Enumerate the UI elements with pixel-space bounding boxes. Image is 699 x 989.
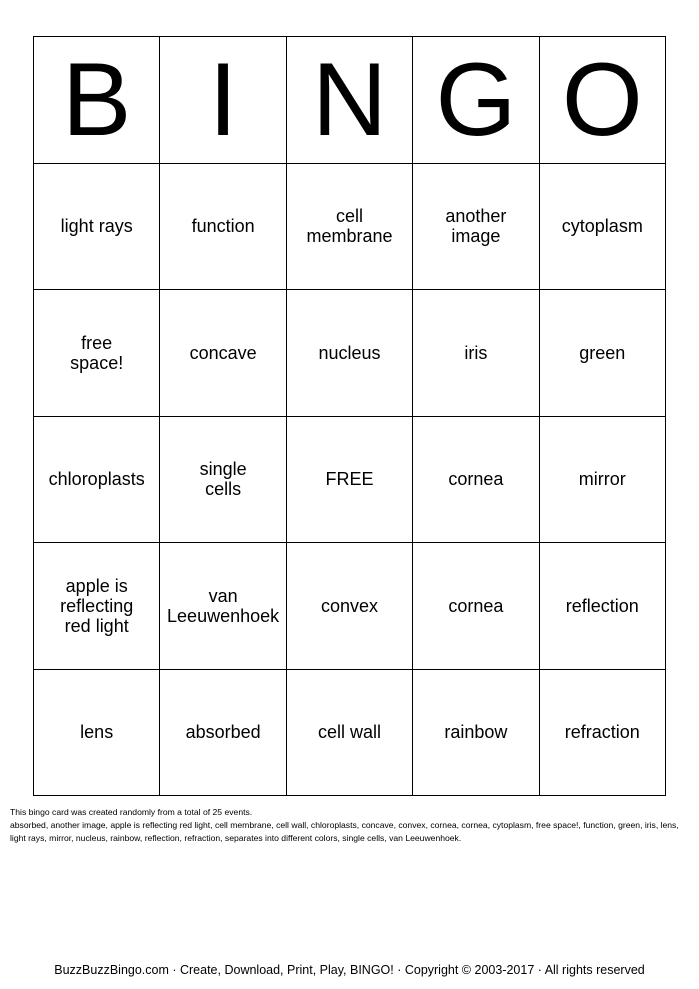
square-label: function: [191, 216, 255, 237]
square-label: rainbow: [444, 722, 508, 743]
bingo-square: [160, 670, 286, 797]
square-label: convex: [320, 595, 379, 616]
square-label: absorbed: [185, 722, 261, 743]
bingo-square: [540, 670, 666, 797]
bingo-square: [34, 164, 160, 291]
square-label: green: [579, 342, 626, 363]
bingo-square: [413, 670, 539, 797]
square-label: another image: [445, 206, 507, 247]
bingo-square: [287, 543, 413, 670]
square-label: cytoplasm: [561, 216, 643, 237]
bingo-square: [160, 417, 286, 544]
square-label: cell membrane: [306, 206, 393, 247]
page-footer: BuzzBuzzBingo.com · Create, Download, Print, Play, BINGO! · Copyright © 2003-2017 · All rights reserved: [54, 963, 645, 977]
square-label: free space!: [70, 332, 124, 373]
square-label: iris: [464, 342, 488, 363]
bingo-square: [287, 164, 413, 291]
square-label: chloroplasts: [48, 469, 145, 490]
note-event-list: absorbed, another image, apple is reflecting red light, cell membrane, cell wall, chloroplasts, concave, convex, cornea, cornea, cytoplasm, free space!, function, green, iris, lens, light rays, mirror, nucleus, rainbow, reflection, refraction, separates into different colors, single cells, van Leeuwenhoek.: [10, 820, 679, 843]
bingo-square: [287, 670, 413, 797]
header-letter-o: O: [540, 37, 666, 164]
bingo-square: [160, 164, 286, 291]
bingo-card: [33, 36, 666, 796]
square-label: cell wall: [317, 722, 381, 743]
bingo-square: [540, 164, 666, 291]
square-label: reflection: [565, 595, 639, 616]
bingo-square: [413, 543, 539, 670]
square-label: van Leeuwenhoek: [167, 585, 280, 626]
square-label: light rays: [60, 216, 133, 237]
bingo-square: [34, 417, 160, 544]
free-square: [287, 417, 413, 544]
square-label: concave: [189, 342, 257, 363]
bingo-square: [34, 543, 160, 670]
card-notes: [10, 806, 690, 845]
note-total-events: This bingo card was created randomly from a total of 25 events.: [10, 807, 253, 817]
bingo-square: [34, 290, 160, 417]
bingo-square: [540, 290, 666, 417]
square-label: mirror: [578, 469, 626, 490]
square-label: nucleus: [318, 342, 381, 363]
header-letter-i: I: [160, 37, 286, 164]
bingo-square: [287, 290, 413, 417]
square-label: apple is reflecting red light: [60, 575, 134, 636]
bingo-square: [160, 290, 286, 417]
bingo-square: [413, 417, 539, 544]
bingo-square: [540, 543, 666, 670]
square-label: refraction: [564, 722, 640, 743]
header-letter-g: G: [413, 37, 539, 164]
square-label: lens: [80, 722, 114, 743]
bingo-square: [160, 543, 286, 670]
square-label: single cells: [199, 459, 247, 500]
header-letter-b: B: [34, 37, 160, 164]
bingo-square: [413, 164, 539, 291]
bingo-square: [413, 290, 539, 417]
bingo-square: [540, 417, 666, 544]
square-label: cornea: [448, 469, 504, 490]
square-label: FREE: [325, 469, 374, 490]
bingo-square: [34, 670, 160, 797]
header-letter-n: N: [287, 37, 413, 164]
square-label: cornea: [448, 595, 504, 616]
